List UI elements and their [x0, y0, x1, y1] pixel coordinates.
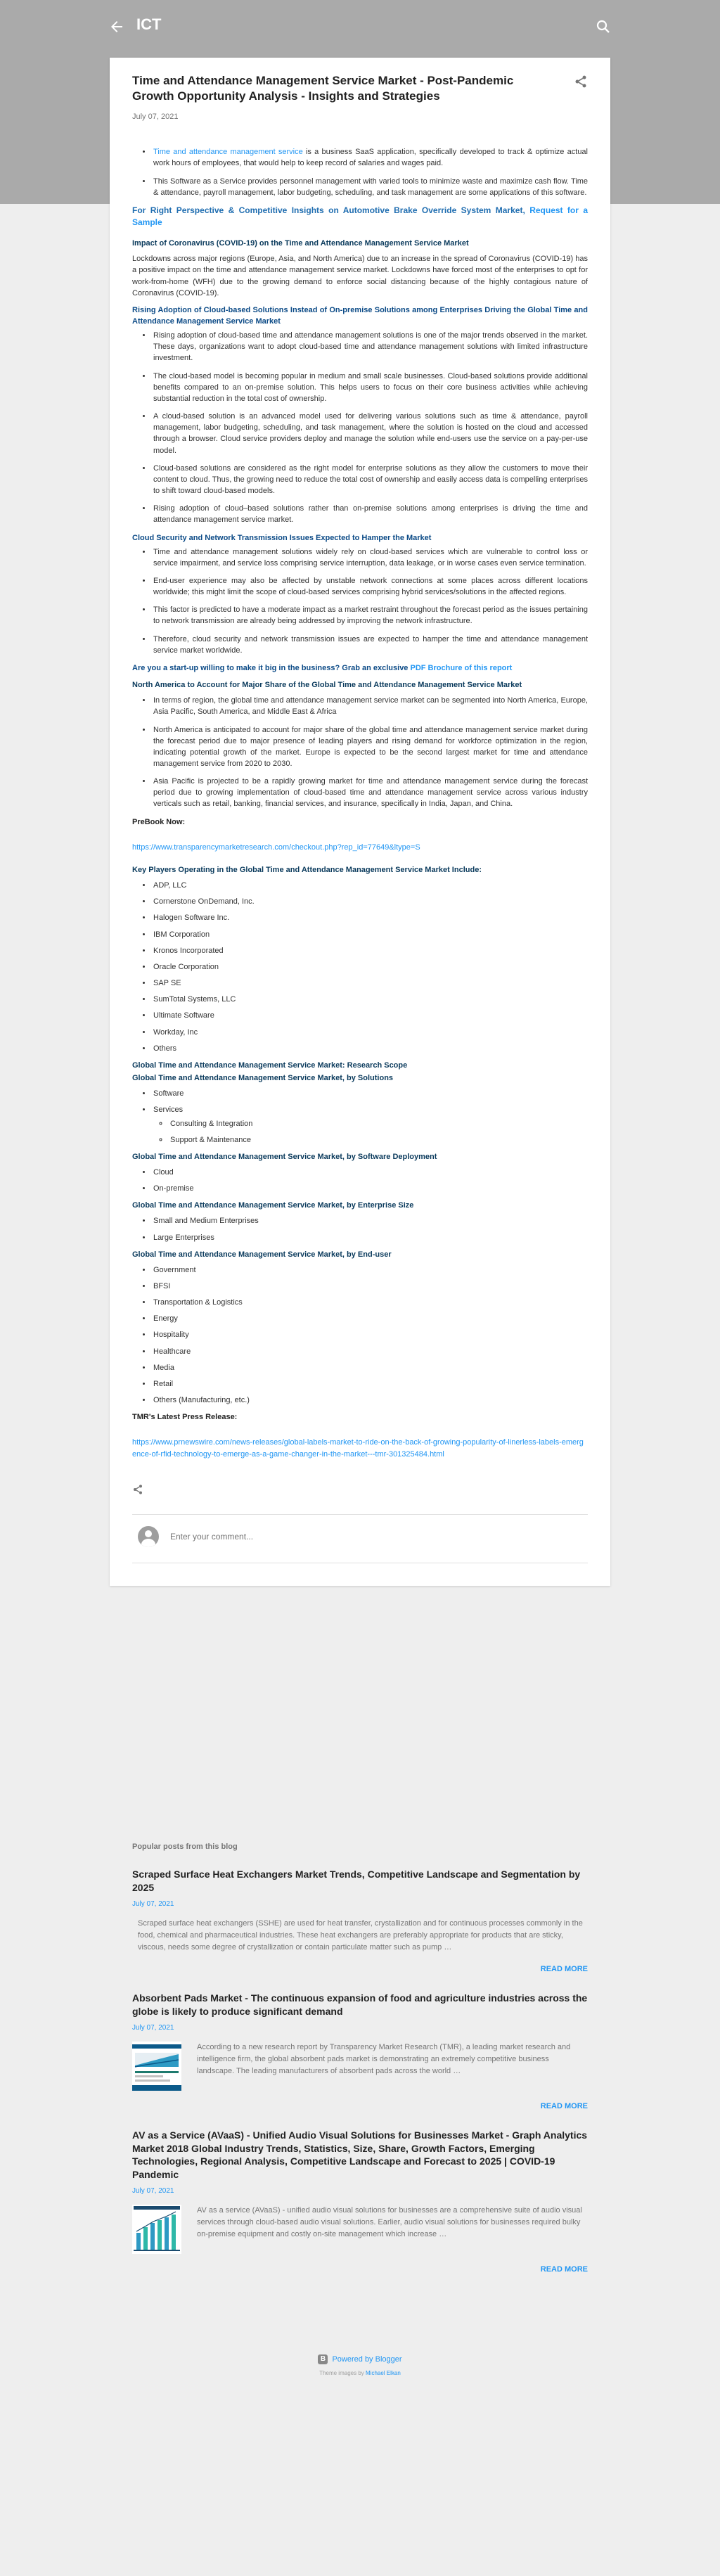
prebook-label: PreBook Now:: [132, 817, 186, 826]
post-thumbnail[interactable]: [132, 2205, 181, 2254]
read-more-link[interactable]: READ MORE: [540, 1964, 588, 1973]
popular-post-date[interactable]: July 07, 2021: [132, 2187, 174, 2196]
powered-by-text: Powered by Blogger: [332, 2355, 402, 2364]
section-heading: Global Time and Attendance Management Service Market, by Software Deployment: [132, 1152, 437, 1161]
list-item: • End-user experience may also be affected by unstable network connections at some places across different locations worldwide; this might limit the scope of cloud-based services comprising hybrid services/solutions in the affected regions.: [152, 575, 588, 598]
list-item: • Retail: [152, 1378, 588, 1390]
list-item: • Software: [152, 1088, 588, 1099]
list-item: • Transportation & Logistics: [152, 1297, 588, 1308]
list-item: • BFSI: [152, 1281, 588, 1292]
list-item: • Media: [152, 1362, 588, 1373]
list-item: • Therefore, cloud security and network transmission issues are expected to hamper the time and attendance management service market worldwide.: [152, 634, 588, 656]
list-item: • Halogen Software Inc.: [152, 912, 588, 923]
list-item: • This Software as a Service provides personnel management with varied tools to minimize waste and maximize cash flow. Time & attendance, payroll management, labor budgeting, scheduling, and task management are some applications of this software.: [152, 176, 588, 198]
section-heading: Rising Adoption of Cloud-based Solutions Instead of On-premise Solutions among Enterprises Driving the Global Time and Attendance Management Service Market: [132, 305, 588, 326]
footer: [0, 2352, 720, 2376]
list-item: • IBM Corporation: [152, 929, 588, 940]
popular-post-snippet: Scraped surface heat exchangers (SSHE) are used for heat transfer, crystallization and for continuous processes commonly in the food, chemical and pharmaceutical industries. These heat exchangers are preferably appropriate for products that are sticky, viscous, needs some degree of crystallization or contain particulate matter such as pump …: [138, 1918, 583, 1952]
brochure-cta: [132, 662, 588, 674]
blog-title[interactable]: ICT: [136, 15, 162, 33]
post-title: Time and Attendance Management Service Market - Post-Pandemic Growth Opportunity Analysis - Insights and Strategies: [132, 74, 514, 103]
list-item: • Healthcare: [152, 1346, 588, 1357]
list-item: • Large Enterprises: [152, 1232, 588, 1243]
solutions-list: [152, 1088, 588, 1146]
list-item: • This factor is predicted to have a moderate impact as a market restraint throughout the forecast period as the issues pertaining to network transmission are already being addressed by improving the network infrastructure.: [152, 604, 588, 627]
search-icon[interactable]: [595, 18, 612, 35]
list-item: • North America is anticipated to account for major share of the global time and attendance management service market during the forecast period due to major presence of leading players and rising demand for workforce optimization in the region, indicating potential growth of the market. Europe is expected to be the second largest market for time and attendance management service from 2020 to 2030.: [152, 724, 588, 770]
list-item: • Energy: [152, 1313, 588, 1324]
list-item: [152, 1104, 588, 1145]
popular-post-date[interactable]: July 07, 2021: [132, 1899, 174, 1908]
list-item: • Time and attendance management solutions widely rely on cloud-based services which are vulnerable to control loss or service impairment, and service loss comprising service interruption, data leakage, or in worse cases even service termination.: [152, 546, 588, 569]
list-item: • The cloud-based model is becoming popular in medium and small scale businesses. Cloud-based solutions provide additional benefits compared to an on-premise solution. This helps users to focus on their core business activities while achieving substantial reduction in the total cost of ownership.: [152, 371, 588, 404]
sample-cta: [132, 205, 588, 229]
theme-credit: [0, 2370, 720, 2376]
list-item: • Government: [152, 1264, 588, 1276]
list-item: • A cloud-based solution is an advanced model used for delivering various solutions such as time & attendance, payroll management, labor budgeting, scheduling, and task management, where the solution is hosted on the cloud and accessed through a browser. Cloud service providers deploy and manage the solution while end-users use the service on a pay-per-use model.: [152, 411, 588, 456]
list-item: • Workday, Inc: [152, 1027, 588, 1038]
list-item: • Kronos Incorporated: [152, 945, 588, 956]
list-item: • Others (Manufacturing, etc.): [152, 1395, 588, 1406]
list-item: • ADP, LLC: [152, 880, 588, 891]
popular-posts: [110, 1843, 610, 2292]
popular-post-snippet: AV as a service (AVaaS) - unified audio visual solutions for businesses are a comprehensive suite of audio visual services through cloud-based audio visual solutions. Earlier, audio visual solutions for businesses required bulky on-premise equipment and costly on-site management which increase …: [197, 2206, 582, 2239]
list-item: • Asia Pacific is projected to be a rapidly growing market for time and attendance management service during the forecast period due to growing implementation of cloud-based time and attendance management service across various industry verticals such as retail, banking, financial services, and insurance, specifically in India, Japan, and China.: [152, 776, 588, 809]
section-heading: Global Time and Attendance Management Service Market, by End-user: [132, 1250, 392, 1259]
list-item: • Rising adoption of cloud–based solutions rather than on-premise solutions among enterprises is driving the time and attendance management service market.: [152, 503, 588, 525]
section-heading: Cloud Security and Network Transmission Issues Expected to Hamper the Market: [132, 533, 432, 542]
list-item: • SAP SE: [152, 978, 588, 989]
services-sublist: [169, 1118, 588, 1145]
list-item: • Cloud: [152, 1167, 588, 1178]
back-arrow-icon[interactable]: [108, 18, 125, 35]
post-card: [110, 58, 610, 1586]
list-item: • SumTotal Systems, LLC: [152, 994, 588, 1005]
list-item: • Rising adoption of cloud-based time and attendance management solutions is one of the major trends observed in the market. These days, organizations want to adopt cloud-based time and attendance management solutions with limited infrastructure investment.: [152, 330, 588, 364]
section-heading: Global Time and Attendance Management Service Market, by Enterprise Size: [132, 1201, 414, 1210]
popular-post-title[interactable]: Scraped Surface Heat Exchangers Market Trends, Competitive Landscape and Segmentation by 2025: [132, 1869, 581, 1893]
list-item: • Hospitality: [152, 1329, 588, 1340]
share-icon[interactable]: [132, 1484, 143, 1495]
comment-box[interactable]: [132, 1515, 588, 1563]
list-item: • Cloud-based solutions are considered as the right model for enterprise solutions as they allow the customers to move their content to cloud. Thus, the growing need to reduce the total cost of ownership and easily access data is compelling enterprises to shift toward cloud-based models.: [152, 463, 588, 496]
request-sample-link[interactable]: Request for a Sample: [132, 205, 589, 228]
popular-post: [132, 2129, 588, 2274]
players-list: [152, 880, 588, 1054]
section-heading: Impact of Coronavirus (COVID-19) on the Time and Attendance Management Service Market: [132, 239, 469, 248]
read-more-link[interactable]: READ MORE: [540, 2265, 588, 2274]
popular-post-date[interactable]: July 07, 2021: [132, 2023, 174, 2032]
brochure-link[interactable]: PDF Brochure of this report: [410, 663, 513, 672]
powered-by-blogger-link[interactable]: [318, 2354, 401, 2364]
deployment-list: [152, 1167, 588, 1194]
market-link[interactable]: Time and attendance management service: [153, 148, 303, 157]
blogger-icon: B: [318, 2354, 328, 2364]
post-date: July 07, 2021: [132, 113, 179, 122]
top-bar: [0, 0, 720, 56]
list-item: ◦ Consulting & Integration: [169, 1118, 588, 1129]
list-item: • Others: [152, 1043, 588, 1054]
popular-post-snippet: According to a new research report by Transparency Market Research (TMR), a leading market research and intelligence firm, the global absorbent pads market is demonstrating an extremely competitive business landscape. The leading manufacturers of absorbent pads across the world …: [197, 2042, 571, 2075]
list-item: • In terms of region, the global time and attendance management service market can be segmented into North America, Europe, Asia Pacific, South America, and Middle East & Africa: [152, 695, 588, 717]
section-heading: North America to Account for Major Share of the Global Time and Attendance Management Service Market: [132, 681, 522, 690]
section-heading: Global Time and Attendance Management Service Market, by Solutions: [132, 1073, 394, 1082]
list-item: [152, 146, 588, 169]
popular-post: [132, 1868, 588, 1973]
read-more-link[interactable]: READ MORE: [540, 2101, 588, 2110]
list-item-text: is a business SaaS application, specifically developed to track & optimize actual work hours of employees, that would help to keep record of salaries and wages paid.: [153, 148, 588, 168]
popular-post: [132, 1992, 588, 2110]
post-thumbnail[interactable]: [132, 2042, 181, 2091]
intro-list: [152, 146, 588, 198]
list-item: • Cornerstone OnDemand, Inc.: [152, 896, 588, 907]
section-heading: Global Time and Attendance Management Service Market: Research Scope: [132, 1060, 408, 1070]
enduser-list: [152, 1264, 588, 1406]
list-item: • Ultimate Software: [152, 1010, 588, 1021]
cloud-adoption-list: [152, 330, 588, 525]
list-item: • Small and Medium Enterprises: [152, 1215, 588, 1226]
cta-text: Are you a start-up willing to make it big in the business? Grab an exclusive: [132, 663, 411, 672]
restraints-list: [152, 546, 588, 656]
cta-text: For Right Perspective & Competitive Insights on Automotive Brake Override System Market,: [132, 205, 530, 215]
list-item: ◦ Support & Maintenance: [169, 1134, 588, 1146]
enterprise-list: [152, 1215, 588, 1243]
press-release-label: TMR's Latest Press Release:: [132, 1413, 238, 1422]
share-icon[interactable]: [574, 75, 588, 89]
popular-posts-heading: Popular posts from this blog: [132, 1843, 238, 1851]
prebook-link[interactable]: https://www.transparencymarketresearch.com/checkout.php?rep_id=77649&ltype=S: [132, 842, 420, 852]
theme-credit-text: Theme images by: [319, 2370, 366, 2376]
press-release-link[interactable]: https://www.prnewswire.com/news-releases/global-labels-market-to-ride-on-the-back-of-growing-popularity-of-linerless-labels-emergence-of-rfid-technology-to-emerge-as-a-game-changer-in-the-market---tmr-301325484.html: [132, 1438, 584, 1459]
list-item: • On-premise: [152, 1183, 588, 1194]
popular-post-title[interactable]: Absorbent Pads Market - The continuous expansion of food and agriculture industries across the globe is likely to produce significant demand: [132, 1992, 588, 2017]
list-item-text: Services: [153, 1106, 184, 1115]
post-body: [132, 146, 588, 1460]
popular-post-title[interactable]: AV as a Service (AVaaS) - Unified Audio Visual Solutions for Businesses Market - Graph Analytics Market 2018 Global Industry Trends, Statistics, Size, Share, Growth Factors, Emerging Technologies, Regional Analysis, Competitive Landscape and Forecast to 2025 | COVID-19 Pandemic: [132, 2129, 588, 2181]
comment-input[interactable]: Enter your comment...: [170, 1531, 254, 1542]
avatar: [138, 1526, 159, 1547]
section-paragraph: Lockdowns across major regions (Europe, Asia, and North America) due to an increase in the spread of Coronavirus (COVID-19) has a positive impact on the time and attendance management service market. Lockdowns have forced most of the enterprises to opt for work-from-home (WFH) due to the growing demand to enforce social distancing because of the highly contagious nature of Coronavirus (COVID-19).: [132, 255, 588, 297]
theme-author-link[interactable]: Michael Elkan: [366, 2370, 401, 2376]
section-heading: Key Players Operating in the Global Time and Attendance Management Service Market Include:: [132, 865, 482, 874]
regions-list: [152, 695, 588, 809]
list-item: • Oracle Corporation: [152, 961, 588, 973]
